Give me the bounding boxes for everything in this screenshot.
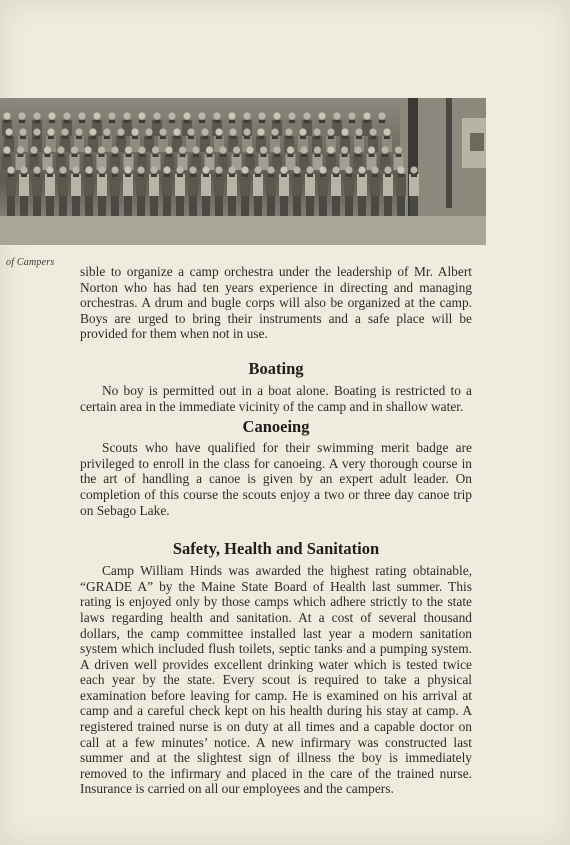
- page-content: [80, 264, 472, 797]
- campers-group-photo: [0, 98, 486, 245]
- intro-paragraph: sible to organize a camp orchestra under the leadership of Mr. Albert Norton who has had ten years experience in directing and managing orchestras. A drum and bugle corps will also be organized at the camp. Boys are urged to bring their instruments and a safe place will be provided for them when not in use.: [80, 264, 472, 342]
- photo-image: [0, 98, 486, 245]
- photo-caption: of Campers: [6, 257, 55, 268]
- safety-paragraph: Camp William Hinds was awarded the highest rating obtainable, “GRADE A” by the Maine State Board of Health last summer. This rating is enjoyed only by those camps which adhere strictly to the state laws regarding health and sanitation. At a cost of several thousand dollars, the camp committee installed last year a modern sanitation system which included flush toilets, septic tanks and a pumping system. A driven well provides excellent drinking water which is tested twice each year by the state. Every scout is required to take a physical examination before leaving for camp. He is examined on his arrival at camp and a careful check kept on his health during his stay at camp. A registered trained nurse is on duty at all times and a capable doctor on call at a few minutes’ notice. A new infirmary was constructed last summer and at the slightest sign of illness the boy is immediately removed to the infirmary and placed in the care of the trained nurse. Insurance is carried on all our employees and the campers.: [80, 563, 472, 797]
- boating-heading: Boating: [248, 358, 304, 378]
- safety-heading: Safety, Health and Sanitation: [172, 539, 380, 559]
- boating-paragraph: No boy is permitted out in a boat alone. Boating is restricted to a certain area in the immediate vicinity of the camp and in shallow water.: [80, 382, 472, 414]
- canoeing-heading: Canoeing: [242, 417, 310, 437]
- canoeing-paragraph: Scouts who have qualified for their swimming merit badge are privileged to enroll in the class for canoeing. A very thorough course in the art of handling a canoe is given by an expert adult leader. On completion of this course the scouts enjoy a two or three day canoe trip on Sebago Lake.: [80, 440, 472, 518]
